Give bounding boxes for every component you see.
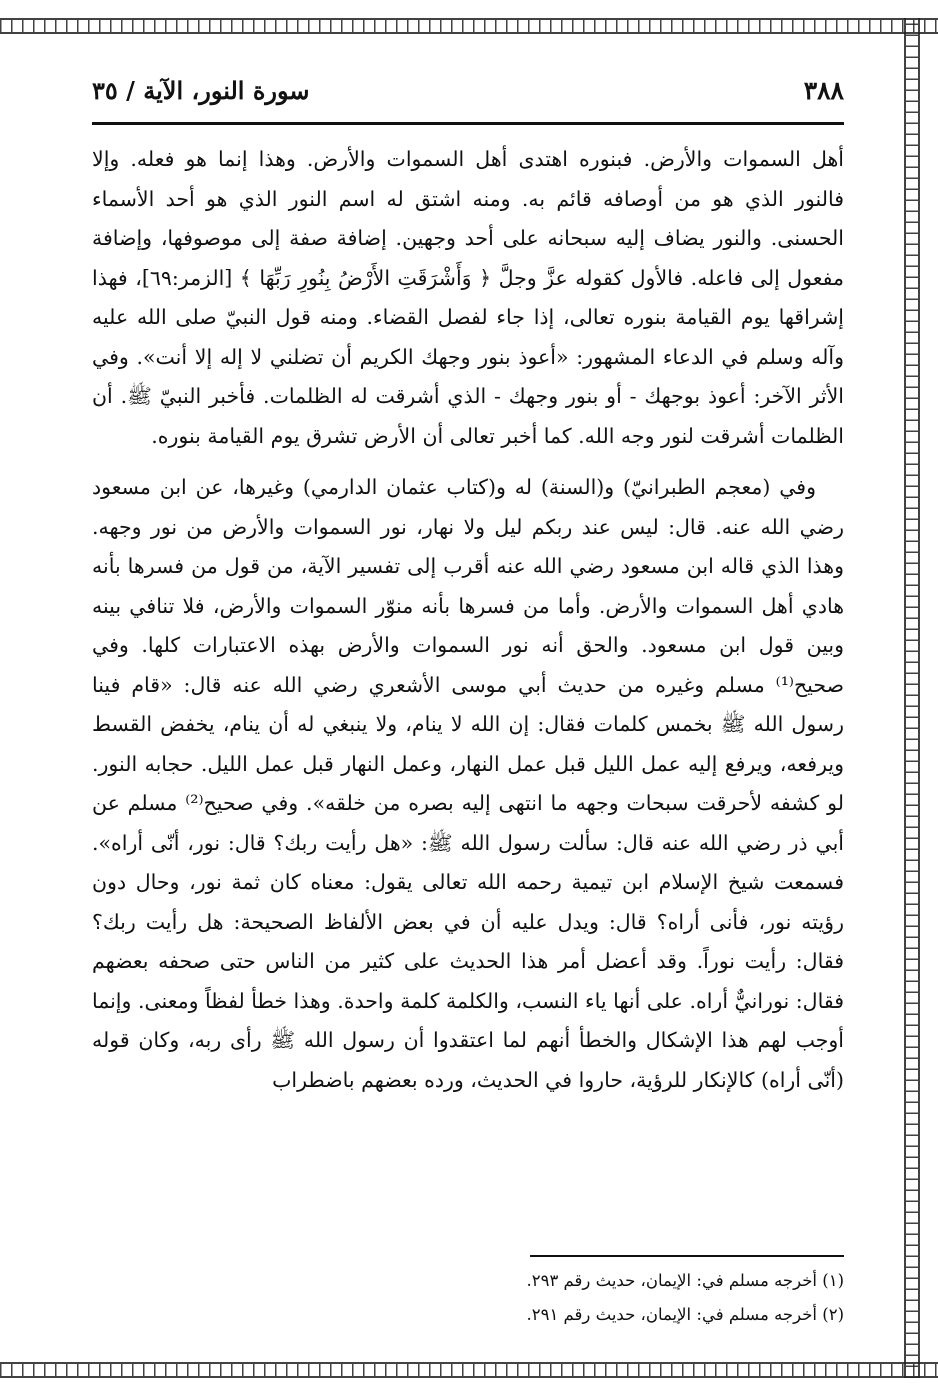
page-number: ٣٨٨: [803, 76, 844, 105]
page-header: [92, 70, 844, 120]
header-rule: [92, 122, 844, 125]
paragraph-1: أهل السموات والأرض. فبنوره اهتدى أهل السموات والأرض. وهذا إنما هو فعله. وإلا فالنور الذي هو من أوصافه قائم به. ومنه اشتق له اسم النور الذي هو أحد الأسماء الحسنى. والنور يضاف إليه سبحانه على أحد وجهين. إضافة صفة إلى موصوفها، وإضافة مفعول إلى فاعله. فالأول كقوله عزَّ وجلَّ ﴿ وَأَشْرَقَتِ الأَرْضُ بِنُورِ رَبِّهَا ﴾ [الزمر:٦٩]، فهذا إشراقها يوم القيامة بنوره تعالى، إذا جاء لفصل القضاء. ومنه قول النبيّ صلى الله عليه وآله وسلم في الدعاء المشهور: «أعوذ بنور وجهك الكريم أن تضلني لا إله إلا أنت». وفي الأثر الآخر: أعوذ بوجهك - أو بنور وجهك - الذي أشرقت له الظلمات. فأخبر النبيّ ﷺ. أن الظلمات أشرقت لنور وجه الله. كما أخبر تعالى أن الأرض تشرق يوم القيامة بنوره.: [92, 147, 845, 448]
footnotes: [92, 1264, 844, 1332]
main-text: [92, 140, 844, 1100]
footnote-2: (٢) أخرجه مسلم في: الإيمان، حديث رقم ٢٩١.: [526, 1305, 844, 1324]
decorative-border-right: [904, 18, 920, 1378]
footnote-rule: [530, 1255, 844, 1257]
running-title: سورة النور، الآية / ٣٥: [92, 76, 310, 105]
paragraph-2: وفي (معجم الطبرانيّ) و(السنة) له و(كتاب عثمان الدارمي) وغيرها، عن ابن مسعود رضي الله عنه. قال: ليس عند ربكم ليل ولا نهار، نور السموات والأرض من نور وجهه. وهذا الذي قاله ابن مسعود رضي الله عنه أقرب إلى تفسير الآية، من قول من فسرها بأنه هادي أهل السموات والأرض. وأما من فسرها بأنه منوّر السموات والأرض، فلا تنافي بينه وبين قول ابن مسعود. والحق أنه نور السموات والأرض بهذه الاعتبارات كلها. وفي صحيح⁽¹⁾ مسلم وغيره من حديث أبي موسى الأشعري رضي الله عنه قال: «قام فينا رسول الله ﷺ بخمس كلمات فقال: إن الله لا ينام، ولا ينبغي له أن ينام، يخفض القسط ويرفعه، ويرفع إليه عمل الليل قبل عمل النهار، وعمل النهار قبل عمل الليل. حجابه النور. لو كشفه لأحرقت سبحات وجهه ما انتهى إليه بصره من خلقه». وفي صحيح⁽²⁾ مسلم عن أبي ذر رضي الله عنه قال: سألت رسول الله ﷺ: «هل رأيت ربك؟ قال: نور، أنّى أراه». فسمعت شيخ الإسلام ابن تيمية رحمه الله تعالى يقول: معناه كان ثمة نور، وحال دون رؤيته نور، فأنى أراه؟ قال: ويدل عليه أن في بعض الألفاظ الصحيحة: هل رأيت ربك؟ فقال: رأيت نوراً. وقد أعضل أمر هذا الحديث على كثير من الناس حتى صحفه بعضهم فقال: نورانيٌّ أراه. على أنها ياء النسب، والكلمة كلمة واحدة. وهذا خطأ لفظاً ومعنى. وإنما أوجب لهم هذا الإشكال والخطأ أنهم لما اعتقدوا أن رسول الله ﷺ رأى ربه، وكان قوله (أنّى أراه) كالإنكار للرؤية، حاروا في الحديث، ورده بعضهم باضطراب: [92, 475, 844, 1092]
decorative-border-bottom: [0, 1362, 938, 1378]
footnote-1: (١) أخرجه مسلم في: الإيمان، حديث رقم ٢٩٣.: [526, 1271, 844, 1290]
decorative-border-top: [0, 18, 938, 34]
